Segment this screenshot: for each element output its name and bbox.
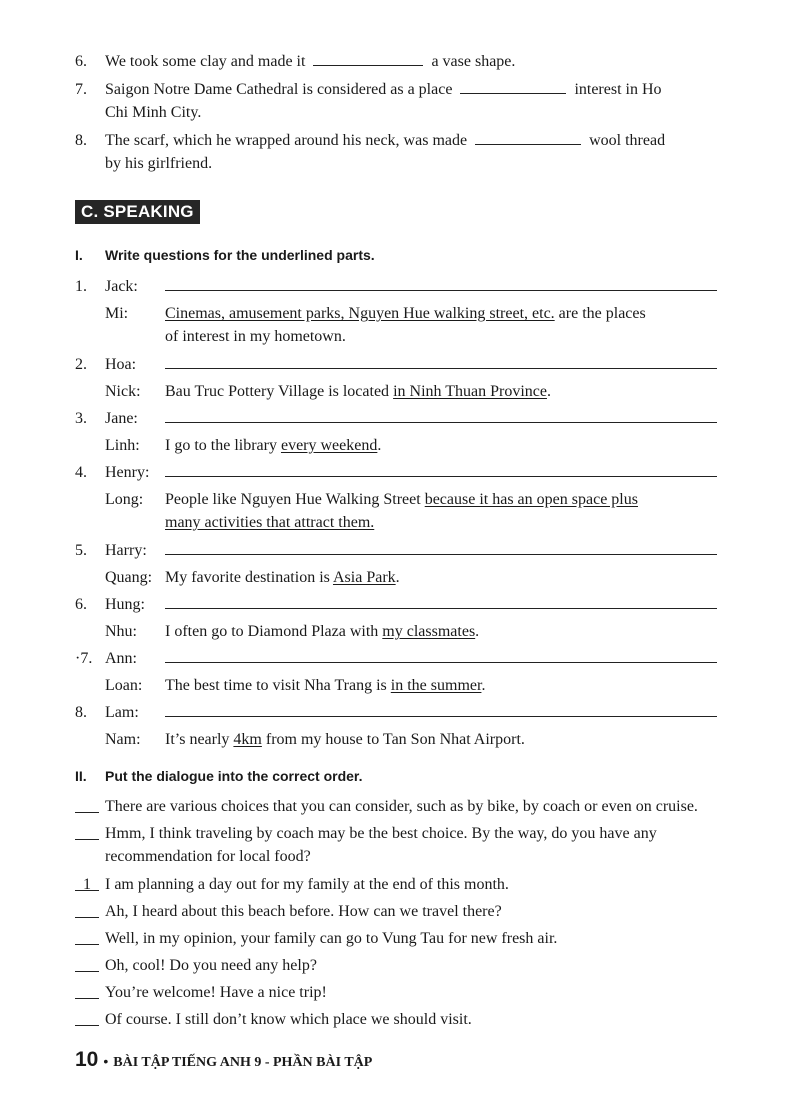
order-number-slot[interactable]: 1 (75, 873, 99, 891)
dialogue-sentence: You’re welcome! Have a nice trip! (105, 984, 327, 1001)
answer-text (165, 620, 725, 643)
answer-plain: of interest in my hometown. (165, 328, 346, 345)
dialogue-sentence: There are various choices that you can consider, such as by bike, by coach or even on cruise. (105, 798, 698, 815)
part-2-heading (75, 766, 362, 786)
dialogue-sentence: Well, in my opinion, your family can go to Vung Tau for new fresh air. (105, 930, 558, 947)
order-number-slot[interactable] (75, 1008, 99, 1026)
question-number: 8. (75, 132, 87, 149)
answer-plain: . (395, 569, 400, 586)
question-text: interest in Ho (574, 81, 662, 98)
answer-speaker: Nick: (105, 383, 141, 400)
item-number: 8. (75, 704, 87, 721)
answer-speaker: Mi: (105, 305, 129, 322)
answer-text (165, 302, 725, 348)
answer-speaker: Nhu: (105, 623, 137, 640)
order-number-slot[interactable] (75, 927, 99, 945)
answer-plain: Bau Truc Pottery Village is located (165, 383, 394, 400)
answer-underlined: my classmates (382, 623, 476, 640)
question-text: by his girlfriend. (105, 155, 213, 172)
item-number: ·7. (75, 650, 93, 667)
question-6 (75, 50, 725, 73)
answer-plain: . (546, 383, 551, 400)
part-number: II. (75, 768, 87, 784)
question-text: We took some clay and made it (105, 53, 306, 70)
order-number-slot[interactable] (75, 981, 99, 999)
answer-line (165, 608, 717, 609)
order-number-slot[interactable] (75, 795, 99, 813)
answer-speaker: Quang: (105, 569, 153, 586)
answer-underlined: every weekend (280, 437, 378, 454)
page-footer (75, 1048, 372, 1072)
dialogue-order-line (75, 822, 730, 868)
answer-plain: The best time to visit Nha Trang is (165, 677, 391, 694)
answer-blank (313, 51, 423, 66)
dialogue-sentence: Oh, cool! Do you need any help? (105, 957, 317, 974)
part-instruction: Write questions for the underlined parts. (105, 247, 375, 263)
dialogue-order-line (75, 927, 730, 950)
dialogue-sentence: Of course. I still don’t know which place we should visit. (105, 1011, 472, 1028)
answer-plain: I often go to Diamond Plaza with (165, 623, 383, 640)
answer-plain: are the places (554, 305, 646, 322)
answer-speaker: Linh: (105, 437, 140, 454)
answer-plain: from my house to Tan Son Nhat Airport. (261, 731, 525, 748)
answer-plain: I go to the library (165, 437, 281, 454)
answer-plain: . (377, 437, 382, 454)
footer-bullet: • (103, 1053, 109, 1069)
answer-line (165, 422, 717, 423)
dialogue-sentence: Ah, I heard about this beach before. How can we travel there? (105, 903, 502, 920)
section-title: C. SPEAKING (75, 200, 200, 224)
question-speaker: Hoa: (105, 356, 137, 373)
answer-underlined: because it has an open space plus (424, 491, 638, 508)
answer-speaker: Nam: (105, 731, 141, 748)
answer-speaker: Long: (105, 491, 144, 508)
part-1-heading (75, 245, 375, 265)
dialogue-order-line (75, 900, 730, 923)
answer-underlined: Asia Park (332, 569, 396, 586)
question-8 (75, 129, 725, 175)
question-speaker: Jane: (105, 410, 138, 427)
answer-text (165, 566, 725, 589)
answer-line (165, 716, 717, 717)
answer-underlined: 4km (233, 731, 262, 748)
answer-text (165, 434, 725, 457)
order-number-slot[interactable] (75, 954, 99, 972)
order-number-slot[interactable] (75, 900, 99, 918)
answer-line (165, 662, 717, 663)
answer-underlined: many activities that attract them. (165, 514, 375, 531)
answer-text (165, 488, 725, 534)
answer-plain: People like Nguyen Hue Walking Street (165, 491, 425, 508)
answer-underlined: in Ninh Thuan Province (393, 383, 547, 400)
question-text: wool thread (589, 132, 666, 149)
book-title: BÀI TẬP TIẾNG ANH 9 - PHẦN BÀI TẬP (113, 1055, 373, 1070)
answer-text (165, 674, 725, 697)
question-speaker: Lam: (105, 704, 139, 721)
question-number: 6. (75, 53, 87, 70)
question-text: The scarf, which he wrapped around his neck, was made (105, 132, 468, 149)
dialogue-order-line (75, 981, 730, 1004)
item-number: 4. (75, 464, 87, 481)
order-number-slot[interactable] (75, 822, 99, 840)
answer-line (165, 554, 717, 555)
part-instruction: Put the dialogue into the correct order. (105, 768, 363, 784)
answer-plain: . (475, 623, 480, 640)
dialogue-order-line (75, 873, 730, 896)
answer-speaker: Loan: (105, 677, 143, 694)
question-number: 7. (75, 81, 87, 98)
item-number: 5. (75, 542, 87, 559)
dialogue-order-line (75, 1008, 730, 1031)
item-number: 2. (75, 356, 87, 373)
question-text: Chi Minh City. (105, 104, 202, 121)
part-number: I. (75, 247, 83, 263)
answer-line (165, 476, 717, 477)
answer-line (165, 368, 717, 369)
item-number: 1. (75, 278, 87, 295)
question-7 (75, 78, 725, 124)
answer-blank (460, 79, 566, 94)
item-number: 6. (75, 596, 87, 613)
answer-plain: It’s nearly (165, 731, 234, 748)
answer-text (165, 380, 725, 403)
page-number: 10 (75, 1048, 99, 1071)
dialogue-sentence: recommendation for local food? (105, 848, 311, 865)
answer-plain: My favorite destination is (165, 569, 333, 586)
question-speaker: Harry: (105, 542, 147, 559)
question-text: Saigon Notre Dame Cathedral is considered as a place (105, 81, 453, 98)
question-speaker: Ann: (105, 650, 137, 667)
question-text: a vase shape. (431, 53, 516, 70)
question-speaker: Jack: (105, 278, 138, 295)
answer-blank (475, 130, 581, 145)
dialogue-order-line (75, 795, 730, 818)
dialogue-sentence: Hmm, I think traveling by coach may be the best choice. By the way, do you have any (105, 825, 657, 842)
question-speaker: Henry: (105, 464, 150, 481)
dialogue-order-line (75, 954, 730, 977)
question-speaker: Hung: (105, 596, 145, 613)
item-number: 3. (75, 410, 87, 427)
answer-underlined: Cinemas, amusement parks, Nguyen Hue walking street, etc. (165, 305, 555, 322)
answer-text (165, 728, 725, 751)
answer-plain: . (481, 677, 486, 694)
dialogue-sentence: I am planning a day out for my family at the end of this month. (105, 876, 509, 893)
answer-underlined: in the summer (390, 677, 482, 694)
answer-line (165, 290, 717, 291)
